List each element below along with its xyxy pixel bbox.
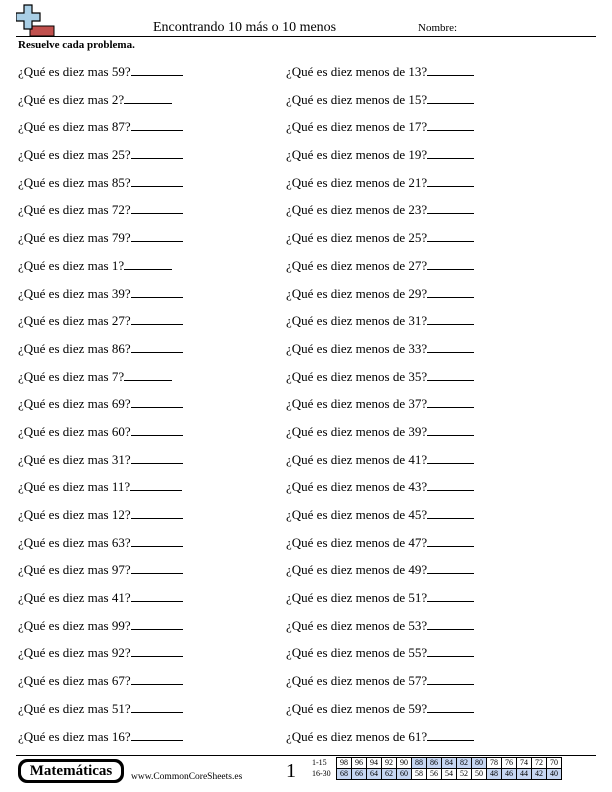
question-text: ¿Qué es diez mas 92?	[18, 645, 131, 661]
answer-blank[interactable]	[427, 285, 474, 298]
question-text: ¿Qué es diez menos de 51?	[286, 590, 428, 606]
answer-blank[interactable]	[130, 478, 182, 491]
answer-blank[interactable]	[124, 257, 172, 270]
question-text: ¿Qué es diez mas 59?	[18, 64, 131, 79]
score-key-cell: 42	[532, 769, 547, 780]
question-item	[286, 394, 474, 422]
score-key-range: 1-15	[312, 758, 327, 767]
score-key-cell: 70	[547, 758, 562, 769]
answer-blank[interactable]	[427, 63, 474, 76]
score-key-cell: 58	[412, 769, 427, 780]
answer-blank[interactable]	[427, 395, 474, 408]
answer-blank[interactable]	[131, 644, 183, 657]
score-key-row	[312, 769, 562, 780]
subject-badge	[18, 759, 124, 783]
question-item	[286, 256, 474, 284]
question-item	[18, 173, 183, 201]
question-text: ¿Qué es diez mas 67?	[18, 673, 131, 689]
score-key-cell: 40	[547, 769, 562, 780]
question-item	[18, 505, 183, 533]
question-item	[18, 588, 183, 616]
score-key-cell: 48	[487, 769, 502, 780]
question-item	[18, 422, 183, 450]
question-item	[286, 117, 474, 145]
question-text: ¿Qué es diez mas 27?	[18, 313, 131, 329]
question-text: ¿Qué es diez mas 39?	[18, 285, 131, 301]
answer-blank[interactable]	[131, 423, 183, 436]
question-item	[286, 533, 474, 561]
score-key-cell: 80	[472, 758, 487, 769]
question-text: ¿Qué es diez menos de 39?	[286, 423, 428, 439]
question-item	[18, 256, 183, 284]
answer-blank[interactable]	[131, 617, 183, 630]
answer-blank[interactable]	[427, 118, 474, 131]
answer-blank[interactable]	[427, 589, 474, 602]
question-text: ¿Qué es diez menos de 33?	[286, 340, 428, 356]
question-text: ¿Qué es diez mas 11?	[18, 479, 131, 495]
question-text: ¿Qué es diez menos de 27?	[286, 257, 428, 273]
answer-blank[interactable]	[131, 201, 183, 214]
question-item	[286, 173, 474, 201]
question-text: ¿Qué es diez mas 60?	[18, 423, 131, 439]
subject-label: Matemáticas	[21, 762, 121, 780]
question-text: ¿Qué es diez mas 99?	[18, 617, 131, 633]
question-item	[18, 699, 183, 727]
instructions: Resuelve cada problema.	[18, 39, 135, 51]
question-text: ¿Qué es diez mas 87?	[18, 119, 131, 135]
answer-blank[interactable]	[427, 146, 474, 159]
answer-blank[interactable]	[427, 201, 474, 214]
score-key-table	[312, 757, 562, 780]
questions-column-left	[18, 62, 183, 754]
question-text: ¿Qué es diez menos de 21?	[286, 174, 428, 190]
answer-blank[interactable]	[427, 644, 474, 657]
question-text: ¿Qué es diez mas 7?	[18, 368, 125, 384]
score-key-cell: 76	[502, 758, 517, 769]
question-item	[18, 671, 183, 699]
questions-column-right	[286, 62, 474, 754]
common-core-sheets-logo-icon	[16, 4, 56, 38]
question-item	[286, 200, 474, 228]
question-item	[18, 311, 183, 339]
question-text: ¿Qué es diez menos de 13?	[286, 64, 428, 79]
question-text: ¿Qué es diez mas 97?	[18, 562, 131, 578]
question-text: ¿Qué es diez menos de 43?	[286, 479, 428, 495]
answer-blank[interactable]	[131, 63, 183, 76]
answer-blank[interactable]	[131, 534, 183, 547]
answer-blank[interactable]	[131, 451, 183, 464]
answer-blank[interactable]	[427, 534, 474, 547]
answer-blank[interactable]	[124, 368, 172, 381]
question-text: ¿Qué es diez mas 72?	[18, 202, 131, 218]
score-key-cell: 82	[457, 758, 472, 769]
score-key-cell: 92	[382, 758, 397, 769]
score-key-cell: 60	[397, 769, 412, 780]
question-item	[286, 699, 474, 727]
answer-blank[interactable]	[427, 700, 474, 713]
question-item	[18, 616, 183, 644]
question-text: ¿Qué es diez menos de 47?	[286, 534, 428, 550]
question-item	[18, 117, 183, 145]
answer-blank[interactable]	[427, 561, 474, 574]
question-text: ¿Qué es diez menos de 57?	[286, 673, 428, 689]
answer-blank[interactable]	[131, 700, 183, 713]
question-text: ¿Qué es diez mas 41?	[18, 590, 131, 606]
question-item	[18, 62, 183, 90]
question-item	[18, 367, 183, 395]
question-text: ¿Qué es diez menos de 59?	[286, 700, 428, 716]
question-item	[18, 145, 183, 173]
question-item	[18, 727, 183, 755]
question-item	[286, 505, 474, 533]
score-key-cell: 66	[352, 769, 367, 780]
question-text: ¿Qué es diez mas 12?	[18, 507, 131, 522]
question-text: ¿Qué es diez menos de 55?	[286, 645, 428, 661]
score-key-cell: 86	[427, 758, 442, 769]
question-text: ¿Qué es diez menos de 31?	[286, 313, 428, 329]
score-key-cell: 62	[382, 769, 397, 780]
question-item	[286, 62, 474, 90]
score-key-cell: 50	[472, 769, 487, 780]
question-item	[286, 145, 474, 173]
worksheet-title: Encontrando 10 más o 10 menos	[153, 20, 337, 35]
answer-blank[interactable]	[124, 91, 172, 104]
question-item	[286, 367, 474, 395]
question-text: ¿Qué es diez mas 86?	[18, 340, 131, 356]
answer-blank[interactable]	[427, 91, 474, 104]
score-key-cell: 90	[397, 758, 412, 769]
question-item	[18, 394, 183, 422]
answer-blank[interactable]	[427, 340, 474, 353]
question-text: ¿Qué es diez menos de 53?	[286, 617, 428, 633]
question-item	[286, 560, 474, 588]
page-number: 1	[286, 760, 296, 782]
question-item	[18, 200, 183, 228]
question-item	[286, 588, 474, 616]
question-item	[286, 422, 474, 450]
question-item	[18, 450, 183, 478]
answer-blank[interactable]	[427, 728, 474, 741]
answer-blank[interactable]	[427, 229, 474, 242]
question-text: ¿Qué es diez mas 85?	[18, 174, 131, 190]
score-key-cell: 78	[487, 758, 502, 769]
score-key-cell: 56	[427, 769, 442, 780]
score-key-cell: 44	[517, 769, 532, 780]
name-label: Nombre:	[418, 22, 458, 34]
answer-blank[interactable]	[427, 478, 474, 491]
answer-blank[interactable]	[131, 506, 183, 519]
question-text: ¿Qué es diez mas 51?	[18, 700, 131, 716]
score-key-cell: 72	[532, 758, 547, 769]
header-divider	[16, 36, 596, 37]
question-item	[18, 477, 183, 505]
footer-divider	[16, 755, 596, 756]
answer-blank[interactable]	[427, 451, 474, 464]
question-text: ¿Qué es diez menos de 35?	[286, 368, 428, 384]
question-text: ¿Qué es diez menos de 23?	[286, 202, 428, 218]
answer-blank[interactable]	[131, 589, 183, 602]
question-item	[286, 284, 474, 312]
question-text: ¿Qué es diez menos de 41?	[286, 451, 428, 467]
question-text: ¿Qué es diez mas 63?	[18, 534, 131, 550]
answer-blank[interactable]	[131, 174, 183, 187]
answer-blank[interactable]	[131, 229, 183, 242]
question-item	[286, 228, 474, 256]
answer-blank[interactable]	[427, 312, 474, 325]
question-item	[286, 90, 474, 118]
answer-blank[interactable]	[427, 257, 474, 270]
question-item	[18, 339, 183, 367]
answer-blank[interactable]	[131, 118, 183, 131]
question-text: ¿Qué es diez mas 1?	[18, 257, 125, 273]
answer-blank[interactable]	[131, 312, 183, 325]
website-label: www.CommonCoreSheets.es	[131, 772, 243, 782]
question-item	[18, 228, 183, 256]
question-text: ¿Qué es diez mas 79?	[18, 230, 131, 246]
question-text: ¿Qué es diez menos de 25?	[286, 230, 428, 246]
question-item	[18, 560, 183, 588]
score-key-cell: 74	[517, 758, 532, 769]
score-key-cell: 52	[457, 769, 472, 780]
answer-blank[interactable]	[131, 146, 183, 159]
question-text: ¿Qué es diez menos de 29?	[286, 285, 428, 301]
question-text: ¿Qué es diez mas 69?	[18, 396, 131, 412]
score-key-cell: 46	[502, 769, 517, 780]
question-text: ¿Qué es diez menos de 49?	[286, 562, 428, 578]
question-item	[18, 90, 183, 118]
question-text: ¿Qué es diez mas 25?	[18, 147, 131, 163]
answer-blank[interactable]	[427, 672, 474, 685]
question-item	[286, 450, 474, 478]
score-key-cell: 94	[367, 758, 382, 769]
question-text: ¿Qué es diez mas 16?	[18, 728, 131, 744]
answer-blank[interactable]	[131, 285, 183, 298]
question-item	[286, 616, 474, 644]
answer-blank[interactable]	[427, 174, 474, 187]
score-key-cell: 64	[367, 769, 382, 780]
score-key-cell: 84	[442, 758, 457, 769]
score-key-cell: 68	[337, 769, 352, 780]
answer-blank[interactable]	[427, 506, 474, 519]
question-item	[286, 727, 474, 755]
score-key-cell: 98	[337, 758, 352, 769]
answer-blank[interactable]	[427, 368, 474, 381]
question-item	[18, 533, 183, 561]
question-item	[286, 671, 474, 699]
question-text: ¿Qué es diez menos de 19?	[286, 147, 428, 163]
answer-blank[interactable]	[131, 395, 183, 408]
question-text: ¿Qué es diez mas 31?	[18, 451, 131, 467]
question-text: ¿Qué es diez mas 2?	[18, 91, 125, 107]
question-item	[286, 339, 474, 367]
answer-blank[interactable]	[131, 672, 183, 685]
score-key-cell: 88	[412, 758, 427, 769]
answer-blank[interactable]	[131, 561, 183, 574]
question-text: ¿Qué es diez menos de 45?	[286, 507, 428, 522]
answer-blank[interactable]	[131, 728, 183, 741]
question-item	[286, 477, 474, 505]
answer-blank[interactable]	[427, 617, 474, 630]
question-text: ¿Qué es diez menos de 61?	[286, 728, 428, 744]
score-key-range: 16-30	[312, 769, 331, 778]
score-key-cell: 96	[352, 758, 367, 769]
answer-blank[interactable]	[427, 423, 474, 436]
question-text: ¿Qué es diez menos de 37?	[286, 396, 428, 412]
question-text: ¿Qué es diez menos de 15?	[286, 91, 428, 107]
question-item	[286, 643, 474, 671]
answer-blank[interactable]	[131, 340, 183, 353]
question-item	[18, 284, 183, 312]
question-item	[18, 643, 183, 671]
question-text: ¿Qué es diez menos de 17?	[286, 119, 428, 135]
question-item	[286, 311, 474, 339]
score-key-row	[312, 758, 562, 769]
score-key-cell: 54	[442, 769, 457, 780]
